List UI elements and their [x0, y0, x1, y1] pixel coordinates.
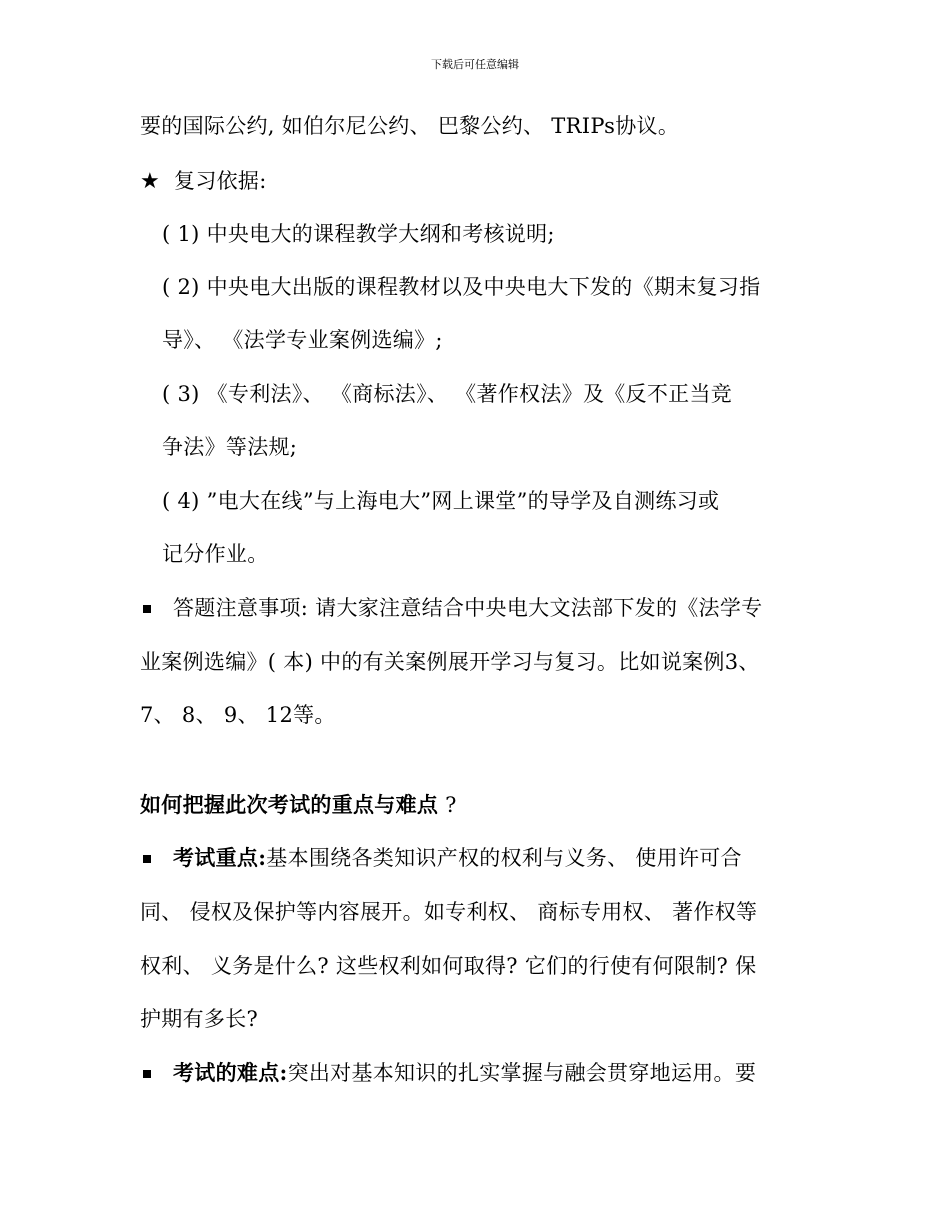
list-item: ( 4) ”电大在线”与上海电大”网上课堂”的导学及自测练习或	[162, 489, 720, 513]
bullet-paragraph: 考试的难点:突出对基本知识的扎实掌握与融会贯穿地运用。要	[140, 1058, 756, 1088]
list-item: ( 2) 中央电大出版的课程教材以及中央电大下发的《期末复习指	[162, 275, 761, 299]
text-line: 护期有多长?	[140, 1007, 259, 1031]
square-bullet-icon	[143, 855, 151, 863]
section-label: 复习依据:	[174, 169, 267, 193]
difficulty-label: 考试的难点:	[173, 1060, 288, 1085]
text-line: 要的国际公约, 如伯尔尼公约、 巴黎公约、 TRIPs协议。	[140, 114, 680, 138]
bullet-paragraph: 答题注意事项: 请大家注意结合中央电大文法部下发的《法学专	[140, 593, 762, 623]
square-bullet-icon	[143, 1070, 151, 1078]
heading-question-mark: ?	[438, 793, 457, 817]
list-item-continuation: 导》、 《法学专业案例选编》;	[162, 328, 443, 352]
list-item-continuation: 记分作业。	[162, 542, 269, 566]
square-bullet-icon	[143, 605, 151, 613]
list-item: ( 1) 中央电大的课程教学大纲和考核说明;	[162, 222, 555, 246]
text-line: 7、 8、 9、 12等。	[140, 703, 336, 727]
heading-text: 如何把握此次考试的重点与难点	[140, 792, 439, 817]
star-icon: ★	[140, 169, 161, 194]
bullet-paragraph: 考试重点:基本围绕各类知识产权的权利与义务、 使用许可合	[140, 843, 742, 873]
page-header: 下载后可任意编辑	[431, 58, 519, 71]
list-item: ( 3) 《专利法》、 《商标法》、 《著作权法》及《反不正当竞	[162, 382, 733, 406]
text-line: 业案例选编》( 本) 中的有关案例展开学习与复习。比如说案例3、	[140, 650, 760, 674]
key-points-label: 考试重点:	[173, 845, 267, 870]
section-heading	[140, 790, 457, 820]
list-item-continuation: 争法》等法规;	[162, 435, 298, 459]
text-line: 权利、 义务是什么? 这些权利如何取得? 它们的行使有何限制? 保	[140, 954, 757, 978]
text-line: 同、 侵权及保护等内容展开。如专利权、 商标专用权、 著作权等	[140, 900, 758, 924]
section-review-basis	[140, 166, 267, 197]
